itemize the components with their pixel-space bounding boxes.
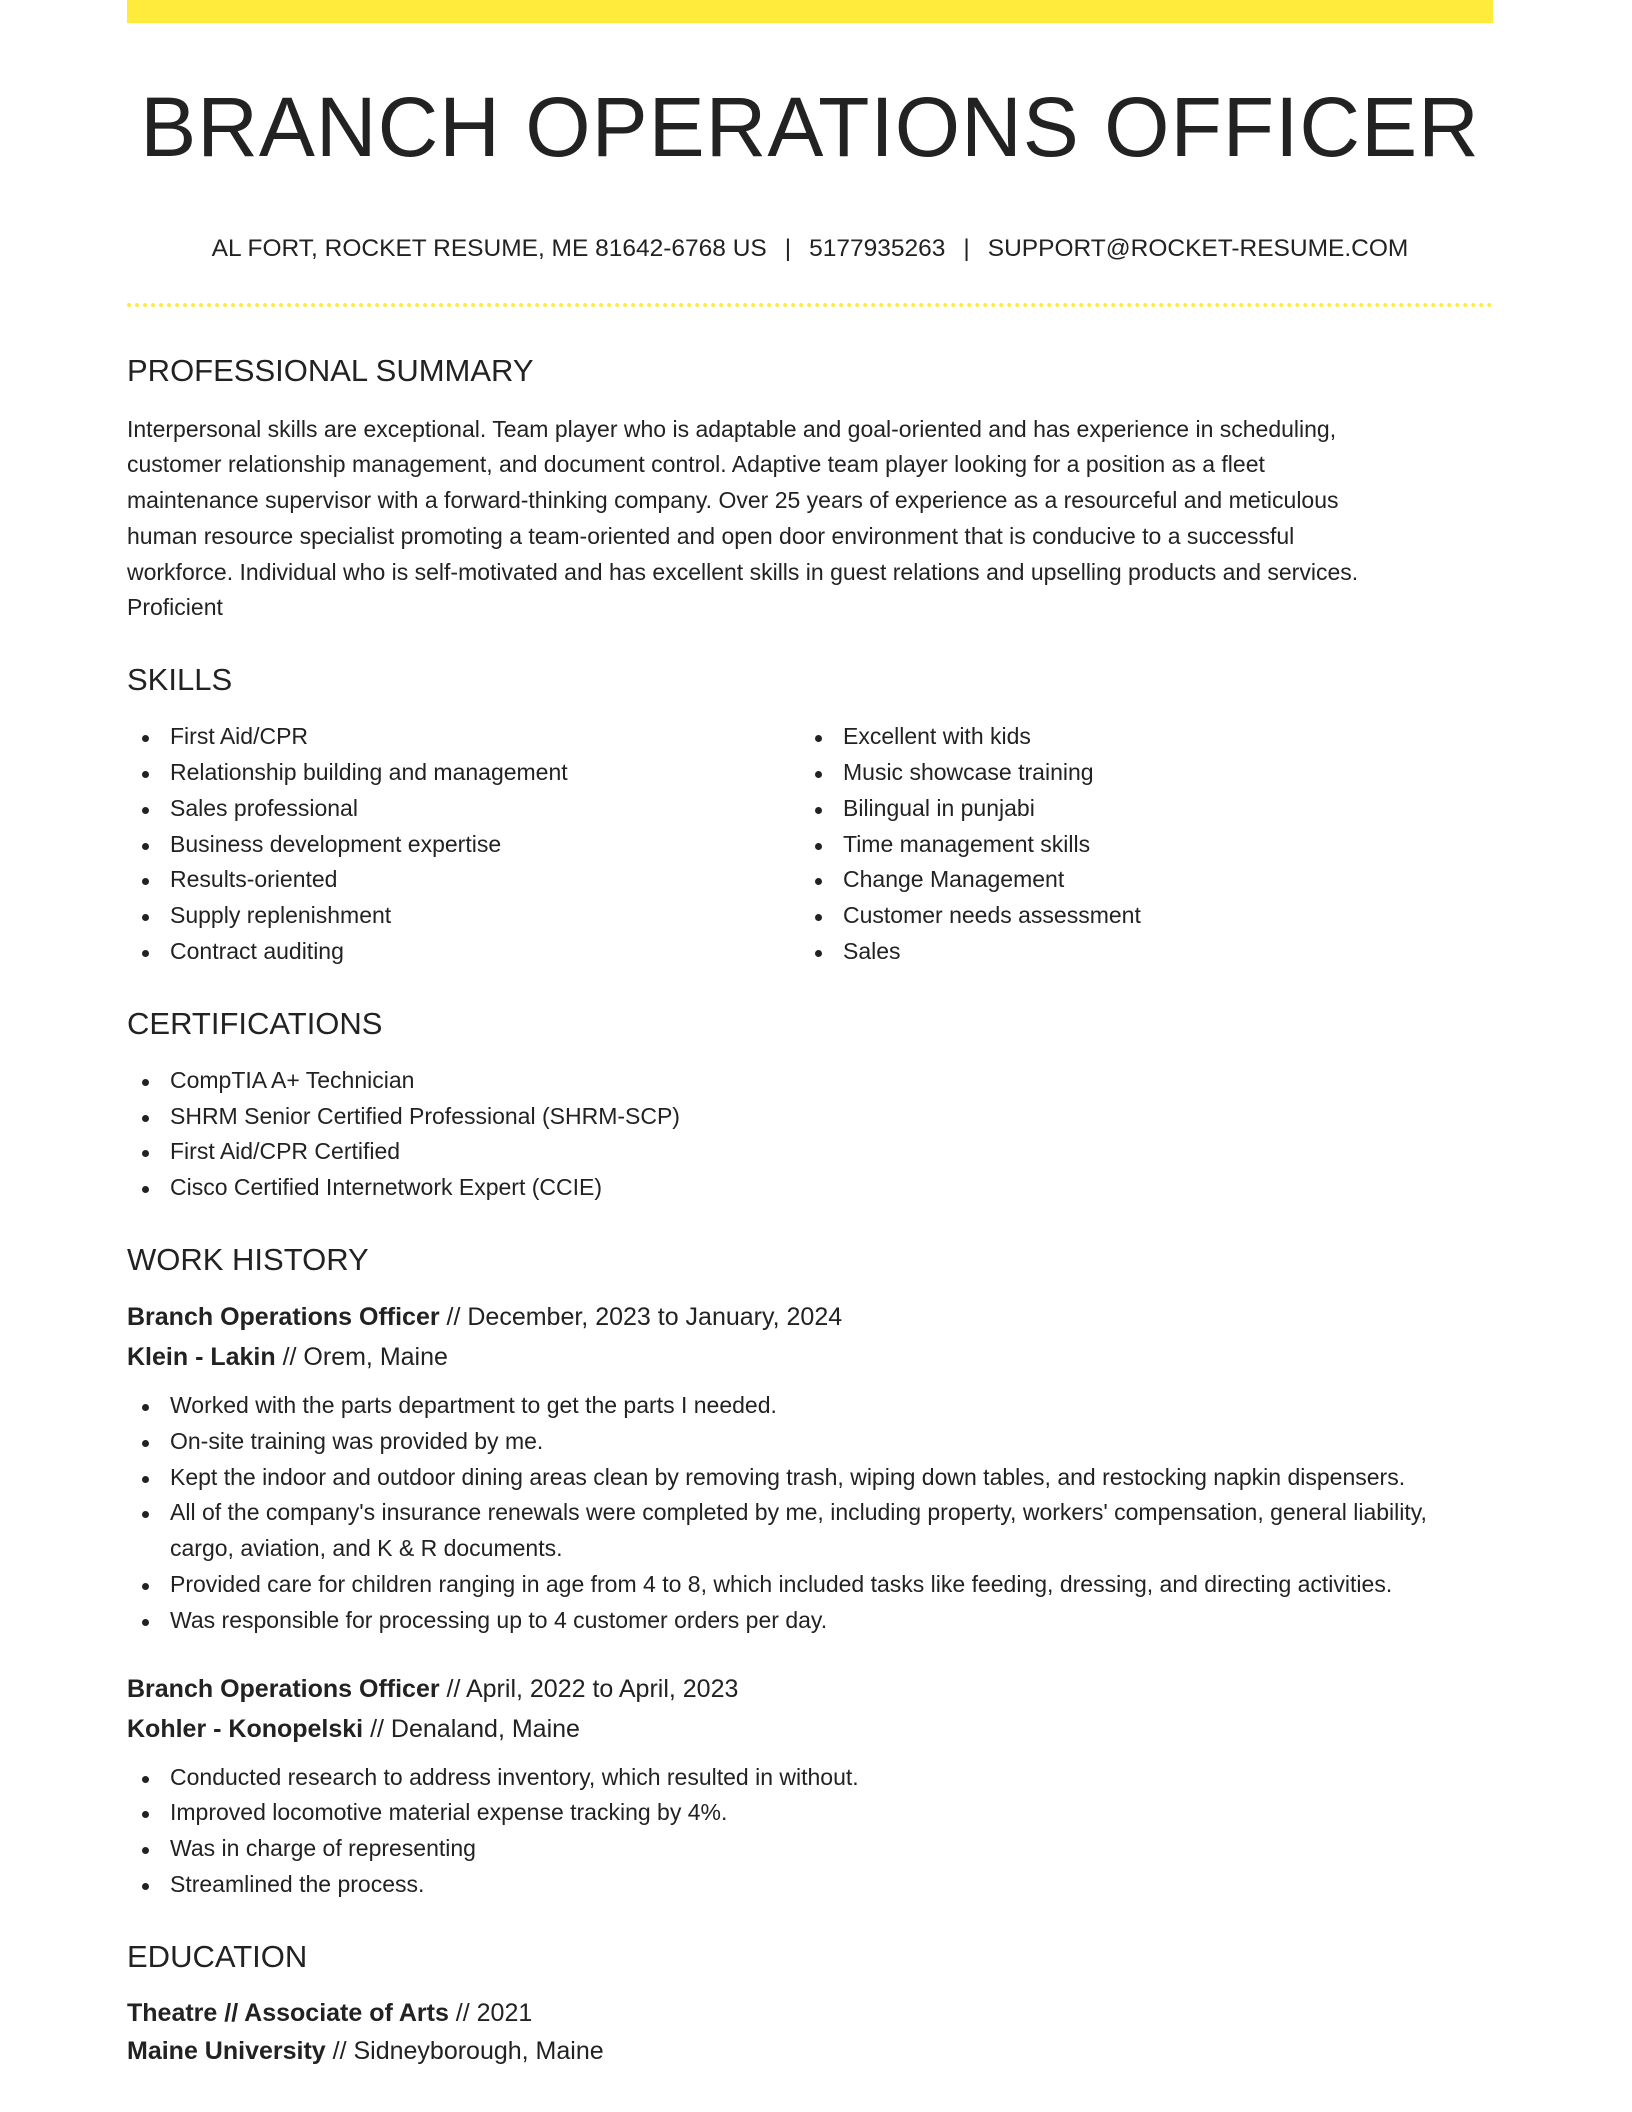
job-bullet: On-site training was provided by me. [127, 1424, 1493, 1460]
education-school: Maine University [127, 2036, 326, 2065]
job-bullets [127, 1760, 1493, 1903]
job-bullet: Was in charge of representing [127, 1831, 1493, 1867]
header-divider [127, 303, 1493, 307]
summary-line: human resource specialist promoting a team-oriented and open door environment that is conducive to a successful [127, 522, 1295, 549]
skill-item: Music showcase training [800, 755, 1473, 791]
job-bullet: Provided care for children ranging in age from 4 to 8, which included tasks like feeding, dressing, and directing activities. [127, 1567, 1493, 1603]
summary-text [127, 412, 1493, 627]
contact-email: SUPPORT@ROCKET-RESUME.COM [987, 235, 1409, 262]
certifications-heading: CERTIFICATIONS [127, 1005, 383, 1041]
skill-item: Bilingual in punjabi [800, 791, 1473, 827]
education-degree-line [127, 1994, 1493, 2032]
skill-item: Business development expertise [127, 827, 800, 863]
skill-item: Excellent with kids [800, 719, 1473, 755]
skills-columns [127, 719, 1493, 970]
job-title-line [127, 1297, 1493, 1337]
job-title: Branch Operations Officer [127, 1674, 440, 1703]
contact-separator: | [784, 235, 792, 262]
education-year: // 2021 [448, 1998, 533, 2027]
skill-item: First Aid/CPR [127, 719, 800, 755]
education-entry [127, 1994, 1493, 2070]
job-bullet: Worked with the parts department to get the parts I needed. [127, 1388, 1493, 1424]
skill-item: Time management skills [800, 827, 1473, 863]
certification-item: CompTIA A+ Technician [127, 1063, 1493, 1099]
work-history-heading: WORK HISTORY [127, 1242, 369, 1278]
contact-line [127, 237, 1493, 262]
skills-list-left [127, 719, 800, 970]
summary-line: Proficient [127, 594, 223, 621]
job-company-line [127, 1709, 1493, 1749]
job-entry [127, 1297, 1493, 1639]
job-bullet: All of the company's insurance renewals were completed by me, including property, workers' compensation, general liability, cargo, aviation, and K & R documents. [127, 1495, 1493, 1567]
job-bullet: Streamlined the process. [127, 1867, 1493, 1903]
job-company: Klein - Lakin [127, 1343, 276, 1372]
job-location: // Orem, Maine [275, 1343, 448, 1372]
skill-item: Contract auditing [127, 934, 800, 970]
job-dates: // April, 2022 to April, 2023 [439, 1674, 739, 1703]
summary-heading: PROFESSIONAL SUMMARY [127, 352, 534, 388]
job-bullet: Improved locomotive material expense tracking by 4%. [127, 1795, 1493, 1831]
skill-item: Results-oriented [127, 862, 800, 898]
skill-item: Change Management [800, 862, 1473, 898]
certifications-list [127, 1063, 1493, 1206]
certification-item: Cisco Certified Internetwork Expert (CCIE) [127, 1170, 1493, 1206]
skills-heading: SKILLS [127, 662, 233, 698]
skill-item: Sales [800, 934, 1473, 970]
job-location: // Denaland, Maine [363, 1714, 580, 1743]
certification-item: First Aid/CPR Certified [127, 1134, 1493, 1170]
skills-list-right [800, 719, 1473, 970]
skill-item: Relationship building and management [127, 755, 800, 791]
skill-item: Supply replenishment [127, 898, 800, 934]
education-school-line [127, 2032, 1493, 2070]
summary-line: Interpersonal skills are exceptional. Team player who is adaptable and goal-oriented and has experience in scheduling, [127, 415, 1337, 442]
top-accent-bar [127, 0, 1493, 23]
job-bullets [127, 1388, 1493, 1639]
contact-phone: 5177935263 [809, 235, 946, 262]
education-degree: Theatre // Associate of Arts [127, 1998, 449, 2027]
education-location: // Sidneyborough, Maine [325, 2036, 604, 2065]
job-bullet: Conducted research to address inventory, which resulted in without. [127, 1760, 1493, 1796]
certification-item: SHRM Senior Certified Professional (SHRM-SCP) [127, 1099, 1493, 1135]
resume-title: BRANCH OPERATIONS OFFICER [140, 80, 1480, 174]
contact-separator: | [963, 235, 970, 262]
job-entry [127, 1669, 1493, 1903]
job-bullet: Kept the indoor and outdoor dining areas clean by removing trash, wiping down tables, and restocking napkin dispensers. [127, 1460, 1493, 1496]
skill-item: Customer needs assessment [800, 898, 1473, 934]
job-dates: // December, 2023 to January, 2024 [439, 1303, 843, 1332]
contact-address: AL FORT, ROCKET RESUME, ME 81642-6768 US [211, 235, 767, 262]
job-title-line [127, 1669, 1493, 1709]
job-company-line [127, 1337, 1493, 1377]
summary-line: customer relationship management, and document control. Adaptive team player looking for a position as a fleet [127, 451, 1265, 478]
skill-item: Sales professional [127, 791, 800, 827]
summary-line: workforce. Individual who is self-motivated and has excellent skills in guest relations and upselling products and services. [127, 558, 1359, 585]
job-title: Branch Operations Officer [127, 1303, 440, 1332]
job-company: Kohler - Konopelski [127, 1714, 364, 1743]
education-heading: EDUCATION [127, 1938, 308, 1974]
summary-line: maintenance supervisor with a forward-thinking company. Over 25 years of experience as a resourceful and meticulous [127, 487, 1339, 514]
resume-page [127, 0, 1493, 2070]
job-bullet: Was responsible for processing up to 4 customer orders per day. [127, 1603, 1493, 1639]
